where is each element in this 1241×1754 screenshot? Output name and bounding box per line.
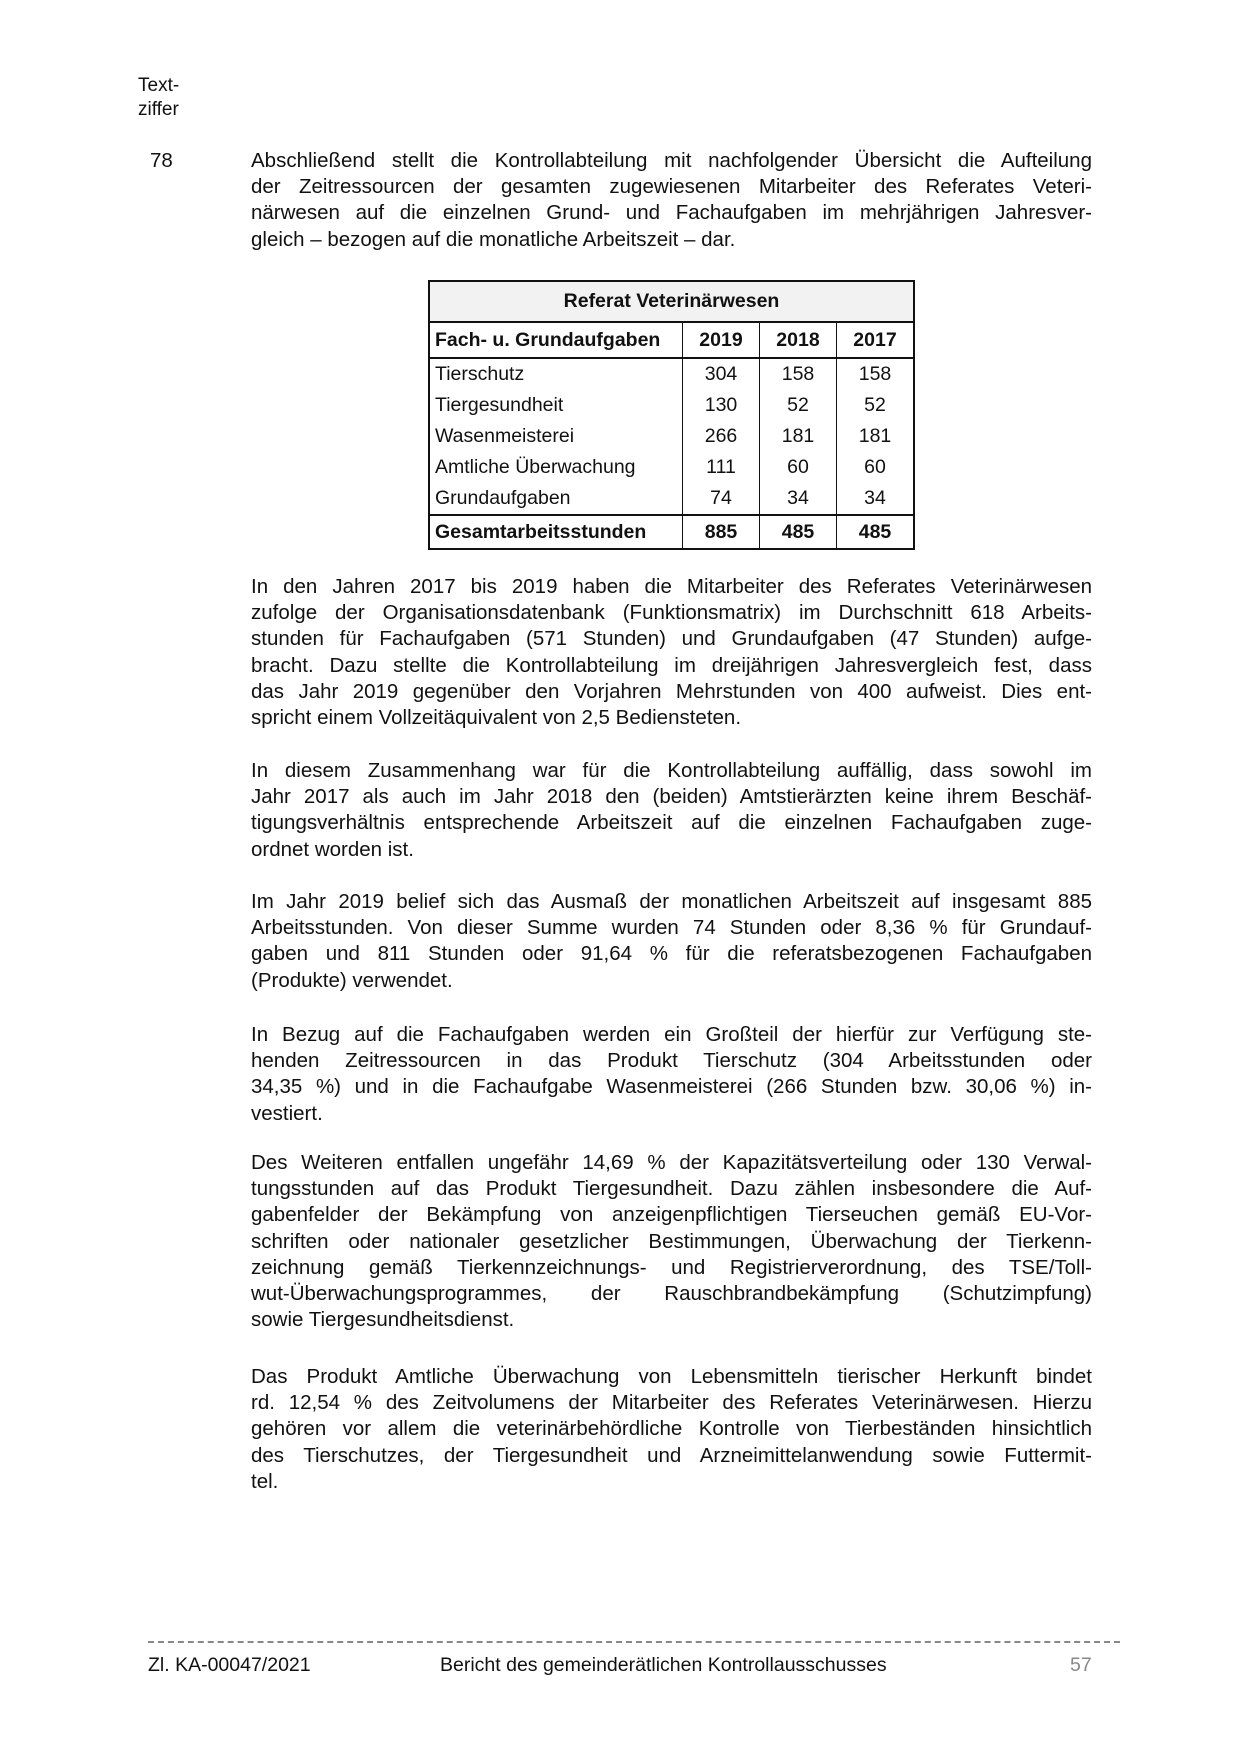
margin-label-line: Text- (138, 75, 180, 96)
table-cell-value: 52 (760, 390, 837, 421)
paragraph (251, 574, 1092, 731)
table-row (429, 358, 914, 390)
paragraph (251, 1150, 1092, 1333)
text-line: vestiert. (251, 1101, 323, 1125)
column-header: 2017 (837, 322, 915, 358)
text-line: gleich – bezogen auf die monatliche Arbeitszeit – dar. (251, 227, 736, 251)
table-cell-value: 34 (760, 483, 837, 515)
paragraph (251, 889, 1092, 994)
text-line: Das Produkt Amtliche Überwachung von Lebensmitteln tierischer Herkunft bindet (251, 1365, 1092, 1388)
table-header-row (429, 322, 914, 358)
column-header: 2019 (683, 322, 760, 358)
text-line: 34,35 %) und in die Fachaufgabe Wasenmeisterei (266 Stunden bzw. 30,06 %) in- (251, 1075, 1092, 1099)
text-line: tigungsverhältnis entsprechende Arbeitszeit auf die einzelnen Fachaufgaben zuge- (251, 811, 1092, 835)
textziffer-number: 78 (150, 149, 173, 172)
margin-label-line: ziffer (138, 99, 179, 120)
text-line: sowie Tiergesundheitsdienst. (251, 1308, 515, 1332)
table-cell-value: 130 (683, 390, 760, 421)
text-line: der Zeitressourcen der gesamten zugewiesenen Mitarbeiter des Referates Veteri- (251, 175, 1092, 199)
table-cell-label: Grundaufgaben (429, 483, 683, 515)
text-line: bracht. Dazu stellte die Kontrollabteilung im dreijährigen Jahresvergleich fest, dass (251, 653, 1092, 677)
text-line: stunden für Fachaufgaben (571 Stunden) und Grundaufgaben (47 Stunden) aufge- (251, 627, 1092, 651)
text-line: tungsstunden auf das Produkt Tiergesundheit. Dazu zählen insbesondere die Auf- (251, 1177, 1092, 1201)
table-cell-label: Wasenmeisterei (429, 421, 683, 452)
table-row (429, 390, 914, 421)
total-value: 485 (837, 515, 915, 549)
table-cell-value: 181 (837, 421, 915, 452)
table-cell-value: 266 (683, 421, 760, 452)
footer-reference: Zl. KA-00047/2021 (148, 1654, 311, 1676)
footer-title: Bericht des gemeinderätlichen Kontrollausschusses (440, 1654, 887, 1676)
table-row (429, 421, 914, 452)
table-cell-label: Amtliche Überwachung (429, 452, 683, 483)
table-total-row (429, 515, 914, 549)
paragraph (251, 758, 1092, 863)
column-header: 2018 (760, 322, 837, 358)
text-line: Im Jahr 2019 belief sich das Ausmaß der monatlichen Arbeitszeit auf insgesamt 885 (251, 890, 1092, 913)
text-line: gehören vor allem die veterinärbehördliche Kontrolle von Tierbeständen hinsichtlich (251, 1417, 1092, 1441)
table-row (429, 452, 914, 483)
text-line: des Tierschutzes, der Tiergesundheit und Arzneimittelanwendung sowie Futtermit- (251, 1443, 1092, 1467)
table-cell-value: 74 (683, 483, 760, 515)
paragraph (251, 1022, 1092, 1127)
text-line: zufolge der Organisationsdatenbank (Funktionsmatrix) im Durchschnitt 618 Arbeits- (251, 601, 1092, 625)
table-cell-value: 60 (760, 452, 837, 483)
text-line: schriften oder nationaler gesetzlicher Bestimmungen, Überwachung der Tierkenn- (251, 1229, 1092, 1253)
text-line: Des Weiteren entfallen ungefähr 14,69 % der Kapazitätsverteilung oder 130 Verwal- (251, 1151, 1092, 1174)
text-line: närwesen auf die einzelnen Grund- und Fachaufgaben im mehrjährigen Jahresver- (251, 201, 1092, 225)
text-line: ordnet worden ist. (251, 837, 414, 861)
paragraph (251, 148, 1092, 253)
table-cell-value: 52 (837, 390, 915, 421)
text-line: wut-Überwachungsprogrammes, der Rauschbrandbekämpfung (Schutzimpfung) (251, 1282, 1092, 1306)
text-line: gaben und 811 Stunden oder 91,64 % für die referatsbezogenen Fachaufgaben (251, 942, 1092, 966)
margin-label (138, 74, 179, 122)
page-number: 57 (1070, 1654, 1092, 1676)
text-line: tel. (251, 1469, 279, 1493)
paragraph (251, 1364, 1092, 1495)
total-value: 885 (683, 515, 760, 549)
table-title: Referat Veterinärwesen (429, 281, 914, 322)
text-line: In diesem Zusammenhang war für die Kontrollabteilung auffällig, dass sowohl im (251, 759, 1092, 782)
table-cell-label: Tierschutz (429, 358, 683, 390)
text-line: rd. 12,54 % des Zeitvolumens der Mitarbeiter des Referates Veterinärwesen. Hierzu (251, 1391, 1092, 1415)
table-cell-value: 60 (837, 452, 915, 483)
table-cell-value: 181 (760, 421, 837, 452)
text-line: (Produkte) verwendet. (251, 968, 453, 992)
text-line: In den Jahren 2017 bis 2019 haben die Mitarbeiter des Referates Veterinärwesen (251, 575, 1092, 598)
data-table (428, 280, 915, 550)
text-line: henden Zeitressourcen in das Produkt Tierschutz (304 Arbeitsstunden oder (251, 1049, 1092, 1073)
table-row (429, 483, 914, 515)
text-line: Jahr 2017 als auch im Jahr 2018 den (beiden) Amtstierärzten keine ihrem Beschäf- (251, 785, 1092, 809)
text-line: Abschließend stellt die Kontrollabteilung mit nachfolgender Übersicht die Aufteilung (251, 149, 1092, 172)
table-cell-value: 34 (837, 483, 915, 515)
table-cell-value: 158 (760, 358, 837, 390)
total-value: 485 (760, 515, 837, 549)
table-cell-value: 158 (837, 358, 915, 390)
column-header: Fach- u. Grundaufgaben (429, 322, 683, 358)
text-line: gabenfelder der Bekämpfung von anzeigenpflichtigen Tierseuchen gemäß EU-Vor- (251, 1203, 1092, 1227)
table-cell-value: 304 (683, 358, 760, 390)
table-cell-label: Tiergesundheit (429, 390, 683, 421)
footer-divider (148, 1641, 1120, 1643)
text-line: spricht einem Vollzeitäquivalent von 2,5 Bediensteten. (251, 706, 742, 730)
text-line: Arbeitsstunden. Von dieser Summe wurden 74 Stunden oder 8,36 % für Grundauf- (251, 916, 1092, 940)
text-line: das Jahr 2019 gegenüber den Vorjahren Mehrstunden von 400 aufweist. Dies ent- (251, 679, 1092, 703)
total-label: Gesamtarbeitsstunden (429, 515, 683, 549)
text-line: zeichnung gemäß Tierkennzeichnungs- und Registrierverordnung, des TSE/Toll- (251, 1255, 1092, 1279)
table-cell-value: 111 (683, 452, 760, 483)
text-line: In Bezug auf die Fachaufgaben werden ein Großteil der hierfür zur Verfügung ste- (251, 1023, 1092, 1046)
